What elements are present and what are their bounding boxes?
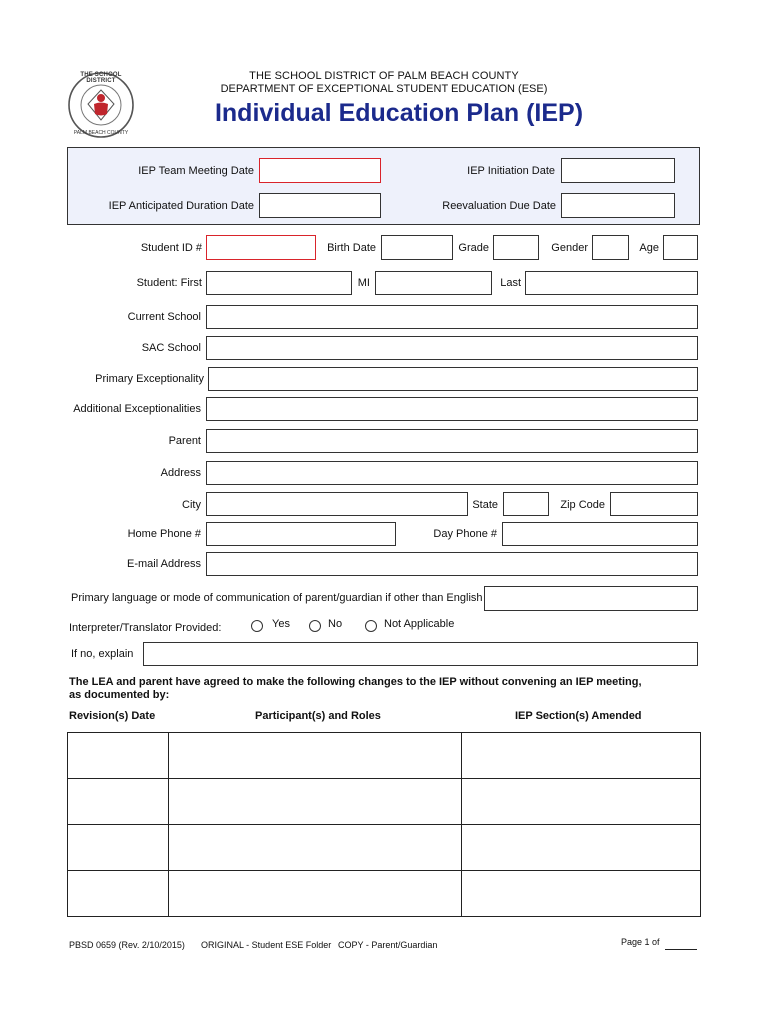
table-row [68, 871, 701, 917]
student-mi-label: MI [357, 277, 370, 289]
gender-input[interactable] [592, 235, 629, 260]
participants-roles-cell[interactable] [168, 733, 462, 779]
interpreter-no-label: No [328, 618, 343, 630]
copy-note: COPY - Parent/Guardian [338, 940, 438, 950]
participants-roles-header: Participant(s) and Roles [255, 710, 381, 722]
home-phone-input[interactable] [206, 522, 396, 546]
table-row [68, 779, 701, 825]
revision-date-cell[interactable] [68, 871, 169, 917]
participants-roles-cell[interactable] [168, 779, 462, 825]
gender-label: Gender [551, 242, 588, 254]
student-last-label: Last [500, 277, 521, 289]
iep-sections-amended-cell[interactable] [462, 871, 701, 917]
reevaluation-due-date-input[interactable] [561, 193, 675, 218]
student-id-input[interactable] [206, 235, 316, 260]
zip-code-label: Zip Code [560, 499, 605, 511]
original-note: ORIGINAL - Student ESE Folder [201, 940, 332, 950]
page-total-line[interactable] [665, 949, 697, 950]
iep-initiation-date-label: IEP Initiation Date [467, 165, 555, 177]
revision-date-header: Revision(s) Date [69, 710, 156, 722]
iep-sections-amended-header: IEP Section(s) Amended [515, 710, 642, 722]
iep-team-meeting-date-label: IEP Team Meeting Date [138, 165, 254, 177]
address-input[interactable] [206, 461, 698, 485]
participants-roles-cell[interactable] [168, 825, 462, 871]
additional-exceptionalities-input[interactable] [206, 397, 698, 421]
district-name: THE SCHOOL DISTRICT OF PALM BEACH COUNTY [249, 70, 519, 82]
reevaluation-due-date-label: Reevaluation Due Date [442, 200, 556, 212]
iep-initiation-date-input[interactable] [561, 158, 675, 183]
student-first-label: Student: First [136, 277, 202, 289]
parent-label: Parent [168, 435, 201, 447]
grade-label: Grade [458, 242, 489, 254]
revisions-statement-line1: The LEA and parent have agreed to make the following changes to the IEP without convening an IEP meeting, [69, 676, 642, 688]
participants-roles-cell[interactable] [168, 871, 462, 917]
form-number: PBSD 0659 (Rev. 2/10/2015) [69, 940, 185, 950]
department-name: DEPARTMENT OF EXCEPTIONAL STUDENT EDUCATION (ESE) [220, 83, 548, 95]
age-label: Age [639, 242, 659, 254]
revisions-table [67, 732, 701, 917]
state-label: State [472, 499, 498, 511]
current-school-input[interactable] [206, 305, 698, 329]
iep-team-meeting-date-input[interactable] [259, 158, 381, 183]
interpreter-yes-radio[interactable] [251, 620, 263, 632]
interpreter-yes-label: Yes [272, 618, 290, 630]
city-input[interactable] [206, 492, 468, 516]
zip-code-input[interactable] [610, 492, 698, 516]
day-phone-label: Day Phone # [433, 528, 497, 540]
iep-sections-amended-cell[interactable] [462, 779, 701, 825]
revisions-statement-line2: as documented by: [69, 689, 170, 701]
iep-sections-amended-cell[interactable] [462, 733, 701, 779]
primary-language-input[interactable] [484, 586, 698, 611]
sac-school-input[interactable] [206, 336, 698, 360]
address-label: Address [160, 467, 201, 479]
home-phone-label: Home Phone # [127, 528, 201, 540]
logo-bottom-text: PALM BEACH COUNTY [73, 130, 129, 136]
student-mi-input[interactable] [375, 271, 492, 295]
revision-date-cell[interactable] [68, 733, 169, 779]
interpreter-na-label: Not Applicable [384, 618, 455, 630]
iep-anticipated-duration-date-input[interactable] [259, 193, 381, 218]
iep-anticipated-duration-date-label: IEP Anticipated Duration Date [108, 200, 254, 212]
interpreter-no-radio[interactable] [309, 620, 321, 632]
if-no-explain-label: If no, explain [71, 648, 134, 660]
table-row [68, 733, 701, 779]
student-first-input[interactable] [206, 271, 352, 295]
day-phone-input[interactable] [502, 522, 698, 546]
grade-input[interactable] [493, 235, 539, 260]
interpreter-label: Interpreter/Translator Provided: [69, 622, 222, 634]
primary-exceptionality-label: Primary Exceptionality [95, 373, 204, 385]
parent-input[interactable] [206, 429, 698, 453]
table-row [68, 825, 701, 871]
iep-sections-amended-cell[interactable] [462, 825, 701, 871]
logo-top-text: THE SCHOOL DISTRICT [80, 72, 122, 84]
page-number-label: Page 1 of [621, 937, 660, 947]
interpreter-na-radio[interactable] [365, 620, 377, 632]
student-last-input[interactable] [525, 271, 698, 295]
student-id-label: Student ID # [140, 242, 202, 254]
current-school-label: Current School [127, 311, 201, 323]
additional-exceptionalities-label: Additional Exceptionalities [73, 403, 201, 415]
revision-date-cell[interactable] [68, 779, 169, 825]
email-input[interactable] [206, 552, 698, 576]
city-label: City [182, 499, 201, 511]
birth-date-label: Birth Date [327, 242, 376, 254]
form-title: Individual Education Plan (IEP) [214, 99, 584, 127]
age-input[interactable] [663, 235, 698, 260]
sac-school-label: SAC School [141, 342, 201, 354]
if-no-explain-input[interactable] [143, 642, 698, 666]
email-label: E-mail Address [127, 558, 201, 570]
revision-date-cell[interactable] [68, 825, 169, 871]
primary-language-label: Primary language or mode of communication of parent/guardian if other than English [71, 592, 483, 604]
primary-exceptionality-input[interactable] [208, 367, 698, 391]
state-input[interactable] [503, 492, 549, 516]
birth-date-input[interactable] [381, 235, 453, 260]
